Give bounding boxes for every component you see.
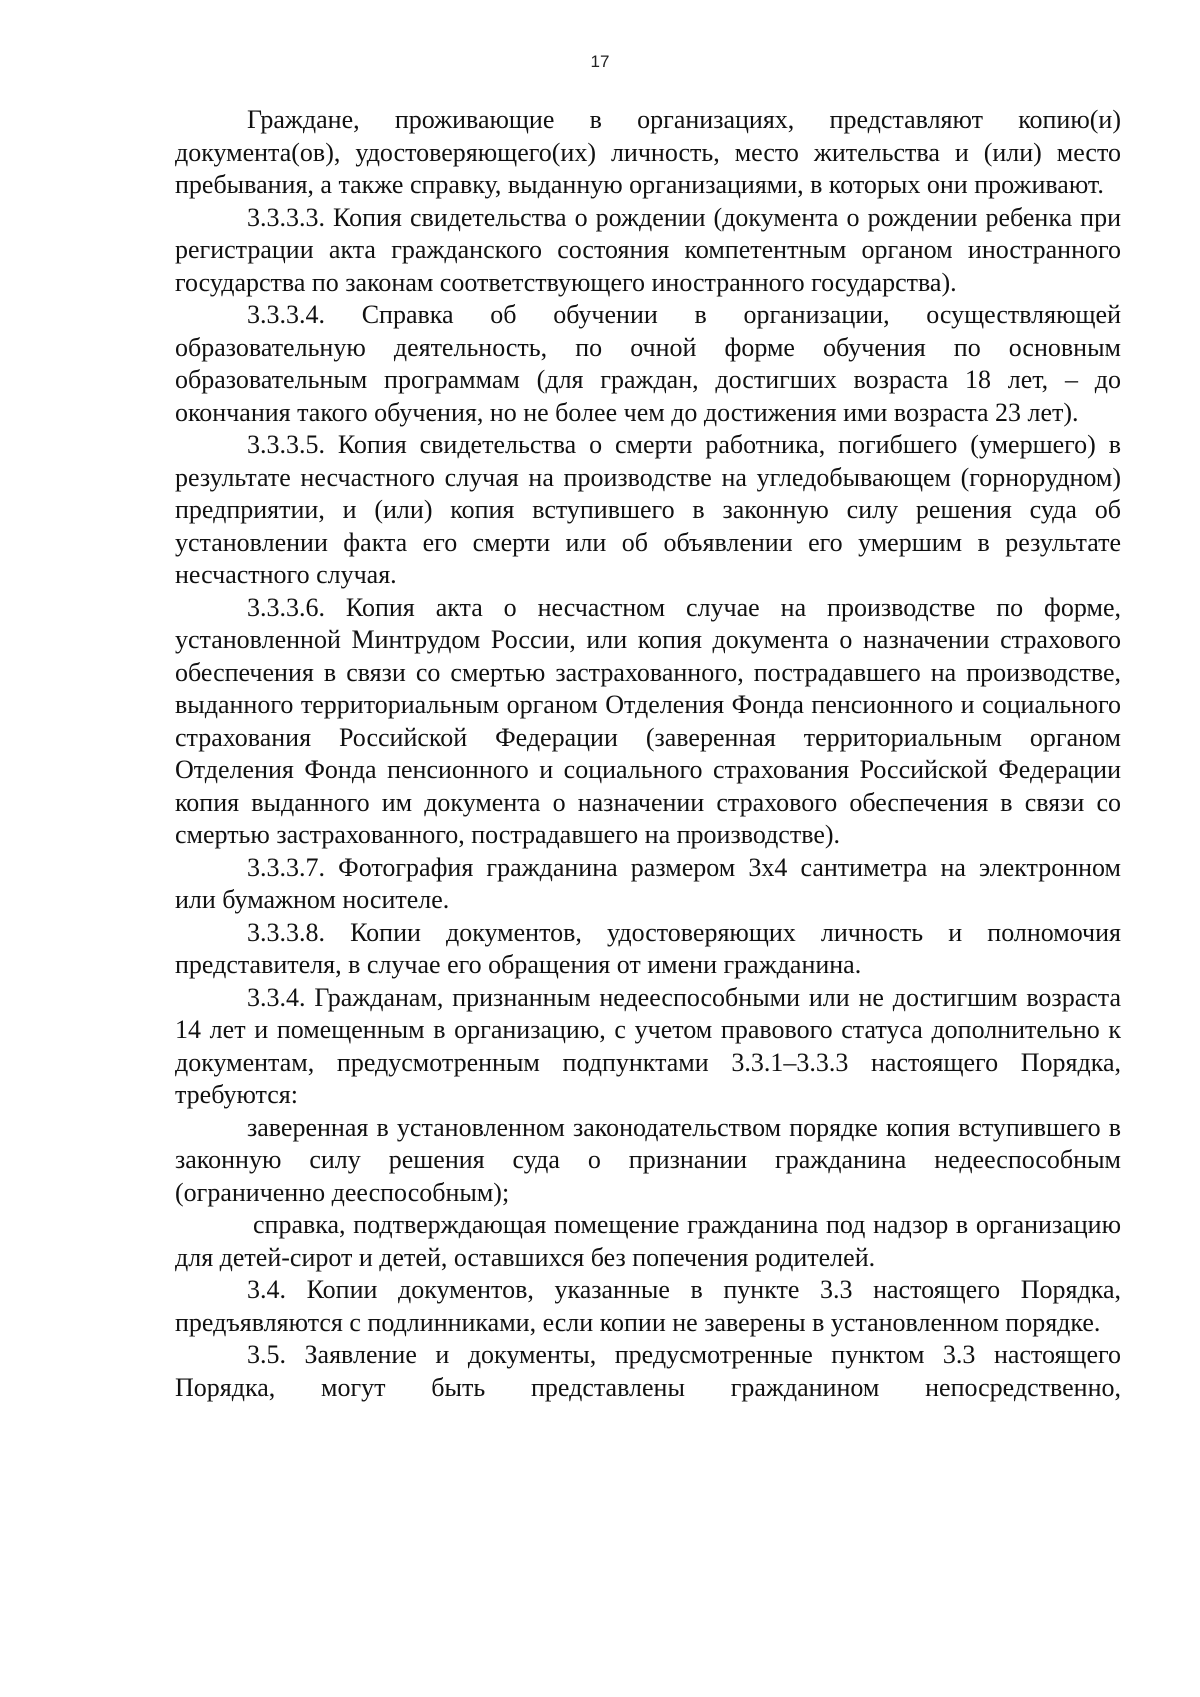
paragraph-3-3-3-8: 3.3.3.8. Копии документов, удостоверяющих личность и полномочия представителя, в случае его обращения от имени гражданина.: [175, 917, 1121, 979]
page-number: 17: [590, 52, 610, 71]
paragraph-3-3-4: 3.3.4. Гражданам, признанным недееспособными или не достигшим возраста 14 лет и помещенным в организацию, с учетом правового статуса дополнительно к документам, предусмотренным подпунктами 3.3.1–3.3.3 настоящего Порядка, требуются:: [175, 982, 1121, 1109]
paragraph-3-3-3-5: 3.3.3.5. Копия свидетельства о смерти работника, погибшего (умершего) в результате несчастного случая на производстве на угледобывающем (горнорудном) предприятии, и (или) копия вступившего в законную силу решения суда об установлении факта его смерти или об объявлении его умершим в результате несчастного случая.: [175, 430, 1121, 589]
paragraph-3-3-3-6: 3.3.3.6. Копия акта о несчастном случае на производстве по форме, установленной Минтрудом России, или копия документа о назначении страхового обеспечения в связи со смертью застрахованного, пострадавшего на производстве, выданного территориальным органом Отделения Фонда пенсионного и социального страхования Российской Федерации (заверенная территориальным органом Отделения Фонда пенсионного и социального страхования Российской Федерации копия выданного им документа о назначении страхового обеспечения в связи со смертью застрахованного, пострадавшего на производстве).: [175, 592, 1121, 849]
document-body: [175, 104, 1121, 1404]
paragraph-court-decision-copy: заверенная в установленном законодательством порядке копия вступившего в законную силу решения суда о признании гражданина недееспособным (ограниченно дееспособным);: [175, 1112, 1121, 1207]
paragraph-3-5: 3.5. Заявление и документы, предусмотренные пунктом 3.3 настоящего Порядка, могут быть представлены гражданином непосредственно,: [175, 1340, 1121, 1402]
paragraph-3-3-3-4: 3.3.3.4. Справка об обучении в организации, осуществляющей образовательную деятельность, по очной форме обучения по основным образовательным программам (для граждан, достигших возраста 18 лет, – до окончания такого обучения, но не более чем до достижения ими возраста 23 лет).: [175, 300, 1121, 427]
paragraph-3-4: 3.4. Копии документов, указанные в пункте 3.3 настоящего Порядка, предъявляются с подлинниками, если копии не заверены в установленном порядке.: [175, 1275, 1121, 1337]
paragraph-3-3-3-3: 3.3.3.3. Копия свидетельства о рождении (документа о рождении ребенка при регистрации акта гражданского состояния компетентным органом иностранного государства по законам соответствующего иностранного государства).: [175, 202, 1121, 297]
paragraph-residents-documents: Граждане, проживающие в организациях, представляют копию(и) документа(ов), удостоверяющего(их) личность, место жительства и (или) место пребывания, а также справку, выданную организациями, в которых они проживают.: [175, 105, 1121, 199]
paragraph-3-3-3-7: 3.3.3.7. Фотография гражданина размером 3х4 сантиметра на электронном или бумажном носителе.: [175, 852, 1121, 914]
paragraph-supervision-certificate: справка, подтверждающая помещение гражданина под надзор в организацию для детей-сирот и детей, оставшихся без попечения родителей.: [175, 1210, 1121, 1272]
